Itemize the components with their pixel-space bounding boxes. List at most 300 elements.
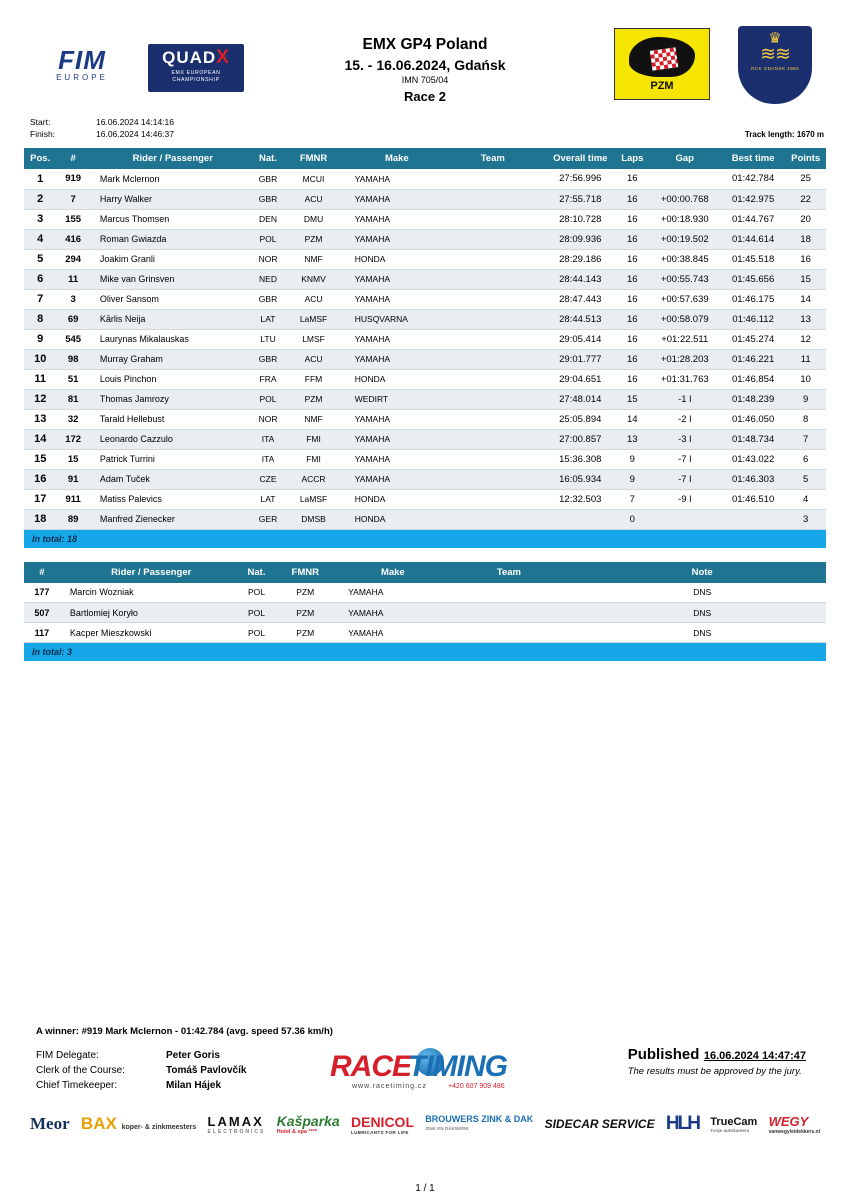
cell-number: 32 — [56, 409, 89, 429]
cell-fmnr: ACU — [288, 349, 338, 369]
cell-overall-time: 28:47.443 — [545, 289, 616, 309]
cell-gap — [649, 509, 721, 529]
table-row — [24, 269, 826, 289]
cell-best-time: 01:48.734 — [721, 429, 786, 449]
cell-points: 3 — [785, 509, 826, 529]
cell-fmnr: DMU — [288, 209, 338, 229]
cell-points: 4 — [785, 489, 826, 509]
cell-rider: Louis Pinchon — [90, 369, 248, 389]
table-row — [24, 209, 826, 229]
finish-label: Finish: — [30, 129, 56, 139]
cell-pos: 1 — [24, 169, 56, 189]
cell-nat: CZE — [248, 469, 289, 489]
published-time: 16.06.2024 14:47:47 — [703, 1050, 806, 1062]
col-team: Team — [441, 148, 545, 169]
official-role: FIM Delegate: — [36, 1050, 99, 1061]
cell-number: 172 — [56, 429, 89, 449]
cell-laps: 9 — [616, 449, 649, 469]
cell-rider: Thomas Jamrozy — [90, 389, 248, 409]
published-row — [628, 1046, 806, 1064]
cell-points: 22 — [785, 189, 826, 209]
cell-number: 416 — [56, 229, 89, 249]
cell-team — [441, 369, 545, 389]
results-table-wrapper — [24, 148, 826, 548]
dns-col-nat: Nat. — [235, 562, 279, 583]
cell-gap: +00:19.502 — [649, 229, 721, 249]
cell-team — [440, 603, 579, 623]
cell-nat: DEN — [248, 209, 289, 229]
start-label: Start: — [30, 117, 51, 127]
club-crest-logo — [738, 26, 812, 104]
track-length: Track length: 1670 m — [744, 130, 824, 139]
cell-gap: +01:28.203 — [649, 349, 721, 369]
cell-make: YAMAHA — [332, 583, 439, 603]
cell-best-time: 01:46.221 — [721, 349, 786, 369]
cell-laps: 13 — [616, 429, 649, 449]
col-overall: Overall time — [545, 148, 616, 169]
cell-make: YAMAHA — [339, 349, 441, 369]
cell-number: 507 — [24, 603, 60, 623]
cell-make: YAMAHA — [339, 189, 441, 209]
table-row — [24, 489, 826, 509]
cell-nat: ITA — [248, 449, 289, 469]
table-row — [24, 449, 826, 469]
sponsor-brouwers-name: BROUWERS ZINK & DAK — [425, 1114, 534, 1124]
dns-table — [24, 562, 826, 644]
cell-gap: +00:57.639 — [649, 289, 721, 309]
cell-team — [441, 289, 545, 309]
cell-points: 8 — [785, 409, 826, 429]
cell-make: WEDIRT — [339, 389, 441, 409]
cell-fmnr: LaMSF — [288, 489, 338, 509]
sponsor-brouwers — [425, 1115, 533, 1133]
sponsor-denicol-name: DENICOL — [351, 1113, 414, 1130]
cell-team — [441, 449, 545, 469]
pzm-logo — [614, 28, 710, 100]
crown-icon: ♛ — [768, 30, 782, 47]
cell-best-time: 01:44.767 — [721, 209, 786, 229]
col-fmnr: FMNR — [288, 148, 338, 169]
cell-fmnr: ACU — [288, 289, 338, 309]
fim-logo-text: FIM — [58, 45, 106, 75]
cell-fmnr: FMI — [288, 449, 338, 469]
cell-fmnr: DMSB — [288, 509, 338, 529]
cell-overall-time: 27:00.857 — [545, 429, 616, 449]
cell-fmnr: ACU — [288, 189, 338, 209]
cell-pos: 17 — [24, 489, 56, 509]
cell-points: 13 — [785, 309, 826, 329]
cell-laps: 16 — [616, 169, 649, 189]
cell-team — [441, 469, 545, 489]
cell-best-time: 01:45.518 — [721, 249, 786, 269]
cell-laps: 15 — [616, 389, 649, 409]
cell-pos: 4 — [24, 229, 56, 249]
cell-overall-time: 28:09.936 — [545, 229, 616, 249]
cell-laps: 14 — [616, 409, 649, 429]
table-row — [24, 349, 826, 369]
cell-number: 89 — [56, 509, 89, 529]
cell-points: 12 — [785, 329, 826, 349]
cell-points: 6 — [785, 449, 826, 469]
document-footer — [0, 1020, 850, 1200]
cell-fmnr: LMSF — [288, 329, 338, 349]
dns-table-body — [24, 583, 826, 643]
cell-fmnr: NMF — [288, 409, 338, 429]
crest-label: RCK GDAŃSK 1960 — [751, 66, 799, 71]
cell-number: 7 — [56, 189, 89, 209]
cell-team — [441, 249, 545, 269]
cell-best-time: 01:45.656 — [721, 269, 786, 289]
sponsor-brouwers-sub: ZINK EN DAKWERK — [425, 1126, 469, 1131]
cell-note: DNS — [578, 583, 826, 603]
cell-number: 51 — [56, 369, 89, 389]
table-row — [24, 289, 826, 309]
quadx-logo-word: QUAD — [162, 48, 217, 67]
cell-fmnr: PZM — [278, 623, 332, 643]
cell-fmnr: KNMV — [288, 269, 338, 289]
sponsor-wegy-name: WEGY — [768, 1113, 809, 1129]
dns-col-number: # — [24, 562, 60, 583]
official-name: Peter Goris — [166, 1050, 220, 1061]
sponsor-wegy-sub: vanwegyleidekkers.nl — [768, 1128, 820, 1135]
cell-nat: NOR — [248, 409, 289, 429]
sponsor-lamax-sub: ELECTRONICS — [207, 1128, 266, 1135]
sponsor-kasparka-name: Kašparka — [276, 1113, 340, 1129]
cell-make: YAMAHA — [339, 449, 441, 469]
cell-gap: +00:38.845 — [649, 249, 721, 269]
cell-rider: Kacper Mieszkowski — [60, 623, 235, 643]
cell-number: 545 — [56, 329, 89, 349]
cell-note: DNS — [578, 623, 826, 643]
sponsor-bar — [30, 1106, 820, 1142]
sponsor-hlh: HLH — [665, 1113, 699, 1134]
cell-team — [440, 583, 579, 603]
officials-list — [36, 1048, 246, 1093]
cell-points: 15 — [785, 269, 826, 289]
event-imn: IMN 705/04 — [401, 75, 449, 85]
cell-rider: Mike van Grinsven — [90, 269, 248, 289]
table-row — [24, 583, 826, 603]
cell-team — [441, 309, 545, 329]
cell-rider: Manfred Zienecker — [90, 509, 248, 529]
waves-icon: ≋≋ — [760, 44, 790, 65]
cell-best-time: 01:46.112 — [721, 309, 786, 329]
cell-gap: -7 l — [649, 469, 721, 489]
cell-nat: POL — [235, 623, 279, 643]
cell-make: YAMAHA — [339, 329, 441, 349]
cell-make: YAMAHA — [339, 229, 441, 249]
sponsor-bax-name: BAX — [80, 1114, 117, 1133]
cell-rider: Marcus Thomsen — [90, 209, 248, 229]
cell-fmnr: NMF — [288, 249, 338, 269]
cell-number: 81 — [56, 389, 89, 409]
cell-best-time: 01:45.274 — [721, 329, 786, 349]
cell-gap: +00:18.930 — [649, 209, 721, 229]
racetiming-phone: +420 607 909 486 — [448, 1083, 505, 1090]
cell-fmnr: PZM — [278, 583, 332, 603]
checkered-flag-icon — [650, 47, 679, 70]
table-row — [24, 509, 826, 529]
racetiming-url: www.racetiming.cz — [352, 1083, 427, 1090]
cell-pos: 15 — [24, 449, 56, 469]
cell-overall-time: 28:44.143 — [545, 269, 616, 289]
sponsor-sidecar: SIDECAR SERVICE — [544, 1117, 655, 1131]
cell-pos: 6 — [24, 269, 56, 289]
cell-pos: 13 — [24, 409, 56, 429]
table-row — [24, 189, 826, 209]
cell-nat: GBR — [248, 189, 289, 209]
cell-best-time: 01:42.784 — [721, 169, 786, 189]
sponsor-truecam — [710, 1116, 757, 1133]
cell-nat: GER — [248, 509, 289, 529]
cell-make: YAMAHA — [339, 269, 441, 289]
sponsor-kasparka-sub: Hotel & spa **** — [276, 1129, 318, 1135]
cell-overall-time: 28:29.186 — [545, 249, 616, 269]
cell-laps: 7 — [616, 489, 649, 509]
cell-overall-time: 29:04.651 — [545, 369, 616, 389]
cell-rider: Harry Walker — [90, 189, 248, 209]
cell-overall-time: 15:36.308 — [545, 449, 616, 469]
dns-col-make: Make — [332, 562, 439, 583]
cell-gap: -1 l — [649, 389, 721, 409]
cell-overall-time: 27:48.014 — [545, 389, 616, 409]
cell-nat: NOR — [248, 249, 289, 269]
cell-pos: 12 — [24, 389, 56, 409]
cell-pos: 3 — [24, 209, 56, 229]
cell-make: YAMAHA — [339, 209, 441, 229]
sponsor-truecam-sub: Tvoje autokamera — [710, 1127, 750, 1133]
cell-laps: 16 — [616, 229, 649, 249]
document-header — [0, 0, 850, 112]
cell-points: 18 — [785, 229, 826, 249]
sponsor-bax — [81, 1114, 196, 1134]
sponsor-bax-sub: koper- & zinkmeesters — [121, 1124, 197, 1131]
cell-rider: Roman Gwiazda — [90, 229, 248, 249]
sponsor-denicol-sub: LUBRICANTS FOR LIFE — [351, 1129, 409, 1135]
cell-best-time: 01:46.510 — [721, 489, 786, 509]
cell-best-time — [721, 509, 786, 529]
sponsor-kasparka — [277, 1113, 340, 1135]
cell-best-time: 01:46.854 — [721, 369, 786, 389]
event-title: EMX GP4 Poland — [362, 36, 488, 53]
cell-gap: +00:00.768 — [649, 189, 721, 209]
cell-make: YAMAHA — [339, 169, 441, 189]
table-row — [24, 309, 826, 329]
cell-nat: LAT — [248, 309, 289, 329]
cell-points: 5 — [785, 469, 826, 489]
fim-logo-subtext: EUROPE — [56, 73, 108, 82]
finish-row — [30, 128, 174, 140]
cell-laps: 9 — [616, 469, 649, 489]
cell-nat: POL — [235, 603, 279, 623]
start-row — [30, 116, 174, 128]
sponsor-denicol — [351, 1114, 414, 1135]
cell-number: 98 — [56, 349, 89, 369]
cell-gap: +00:58.079 — [649, 309, 721, 329]
cell-pos: 14 — [24, 429, 56, 449]
cell-nat: NED — [248, 269, 289, 289]
cell-make: HONDA — [339, 369, 441, 389]
cell-overall-time: 28:10.728 — [545, 209, 616, 229]
cell-overall-time: 12:32.503 — [545, 489, 616, 509]
cell-best-time: 01:48.239 — [721, 389, 786, 409]
cell-make: HONDA — [339, 249, 441, 269]
cell-team — [441, 229, 545, 249]
cell-rider: Patrick Turrini — [90, 449, 248, 469]
cell-laps: 16 — [616, 329, 649, 349]
cell-number: 177 — [24, 583, 60, 603]
cell-number: 69 — [56, 309, 89, 329]
cell-points: 16 — [785, 249, 826, 269]
cell-laps: 16 — [616, 369, 649, 389]
cell-gap: -2 l — [649, 409, 721, 429]
dns-col-team: Team — [440, 562, 579, 583]
cell-rider: Tarald Hellebust — [90, 409, 248, 429]
cell-team — [441, 509, 545, 529]
cell-best-time: 01:44.614 — [721, 229, 786, 249]
col-nat: Nat. — [248, 148, 289, 169]
table-row — [24, 623, 826, 643]
sponsor-meor: Meor — [30, 1114, 70, 1133]
cell-best-time: 01:46.303 — [721, 469, 786, 489]
cell-fmnr: LaMSF — [288, 309, 338, 329]
sponsor-wegy — [769, 1114, 820, 1135]
dns-col-rider: Rider / Passenger — [60, 562, 235, 583]
dns-header-row — [24, 562, 826, 583]
cell-make: YAMAHA — [332, 623, 439, 643]
cell-rider: Mark Mclernon — [90, 169, 248, 189]
cell-team — [441, 329, 545, 349]
official-role: Chief Timekeeper: — [36, 1080, 118, 1091]
cell-make: YAMAHA — [332, 603, 439, 623]
cell-make: YAMAHA — [339, 469, 441, 489]
col-laps: Laps — [616, 148, 649, 169]
col-gap: Gap — [649, 148, 721, 169]
cell-laps: 16 — [616, 309, 649, 329]
cell-points: 9 — [785, 389, 826, 409]
table-row — [24, 429, 826, 449]
cell-rider: Oliver Sansom — [90, 289, 248, 309]
cell-points: 10 — [785, 369, 826, 389]
cell-overall-time: 27:55.718 — [545, 189, 616, 209]
cell-number: 117 — [24, 623, 60, 643]
cell-gap: -9 l — [649, 489, 721, 509]
cell-nat: GBR — [248, 349, 289, 369]
cell-nat: POL — [248, 389, 289, 409]
cell-rider: Joakim Granli — [90, 249, 248, 269]
start-value: 16.06.2024 14:14:16 — [96, 117, 174, 127]
col-number: # — [56, 148, 89, 169]
cell-fmnr: FMI — [288, 429, 338, 449]
cell-make: YAMAHA — [339, 289, 441, 309]
cell-fmnr: PZM — [288, 389, 338, 409]
cell-nat: LTU — [248, 329, 289, 349]
cell-make: HUSQVARNA — [339, 309, 441, 329]
results-table-body — [24, 169, 826, 529]
cell-gap — [649, 169, 721, 189]
cell-nat: POL — [235, 583, 279, 603]
col-points: Points — [785, 148, 826, 169]
cell-team — [441, 429, 545, 449]
table-row — [24, 169, 826, 189]
dns-col-fmnr: FMNR — [278, 562, 332, 583]
cell-best-time: 01:42.975 — [721, 189, 786, 209]
col-rider: Rider / Passenger — [90, 148, 248, 169]
cell-team — [441, 269, 545, 289]
table-row — [24, 409, 826, 429]
cell-number: 11 — [56, 269, 89, 289]
cell-laps: 16 — [616, 249, 649, 269]
cell-pos: 7 — [24, 289, 56, 309]
official-row — [36, 1078, 246, 1093]
cell-number: 91 — [56, 469, 89, 489]
sponsor-lamax-name: LAMAX — [207, 1113, 264, 1129]
event-date: 15. - 16.06.2024, Gdańsk — [344, 57, 506, 73]
cell-rider: Kārlis Neija — [90, 309, 248, 329]
cell-fmnr: PZM — [288, 229, 338, 249]
cell-number: 919 — [56, 169, 89, 189]
cell-points: 25 — [785, 169, 826, 189]
cell-laps: 16 — [616, 289, 649, 309]
race-meta — [24, 116, 826, 146]
results-table — [24, 148, 826, 530]
racetiming-logo — [330, 1048, 530, 1096]
cell-make: HONDA — [339, 509, 441, 529]
cell-laps: 0 — [616, 509, 649, 529]
results-header-row — [24, 148, 826, 169]
cell-points: 11 — [785, 349, 826, 369]
cell-gap: +01:22.511 — [649, 329, 721, 349]
quadx-logo-subtitle: EMX EUROPEAN CHAMPIONSHIP — [171, 70, 221, 83]
table-row — [24, 469, 826, 489]
dns-total: In total: 3 — [24, 643, 826, 661]
official-name: Milan Hájek — [166, 1080, 222, 1091]
cell-laps: 16 — [616, 269, 649, 289]
cell-points: 14 — [785, 289, 826, 309]
cell-number: 15 — [56, 449, 89, 469]
cell-gap: +00:55.743 — [649, 269, 721, 289]
cell-best-time: 01:46.175 — [721, 289, 786, 309]
cell-rider: Matiss Palevics — [90, 489, 248, 509]
racetiming-race-text: RACE — [330, 1050, 412, 1083]
cell-team — [441, 409, 545, 429]
cell-rider: Bartlomiej Koryło — [60, 603, 235, 623]
cell-number: 3 — [56, 289, 89, 309]
cell-team — [440, 623, 579, 643]
cell-pos: 8 — [24, 309, 56, 329]
cell-pos: 5 — [24, 249, 56, 269]
cell-overall-time: 29:01.777 — [545, 349, 616, 369]
cell-team — [441, 349, 545, 369]
cell-nat: GBR — [248, 169, 289, 189]
cell-overall-time: 28:44.513 — [545, 309, 616, 329]
cell-nat: POL — [248, 229, 289, 249]
cell-make: YAMAHA — [339, 429, 441, 449]
finish-value: 16.06.2024 14:46:37 — [96, 129, 174, 139]
table-row — [24, 389, 826, 409]
pzm-logo-label: PZM — [650, 80, 674, 92]
cell-pos: 11 — [24, 369, 56, 389]
cell-note: DNS — [578, 603, 826, 623]
cell-number: 294 — [56, 249, 89, 269]
cell-team — [441, 189, 545, 209]
cell-team — [441, 209, 545, 229]
table-row — [24, 249, 826, 269]
official-name: Tomáš Pavlovčík — [166, 1065, 247, 1076]
race-name: Race 2 — [404, 89, 446, 104]
event-title-block — [0, 36, 850, 104]
cell-points: 20 — [785, 209, 826, 229]
